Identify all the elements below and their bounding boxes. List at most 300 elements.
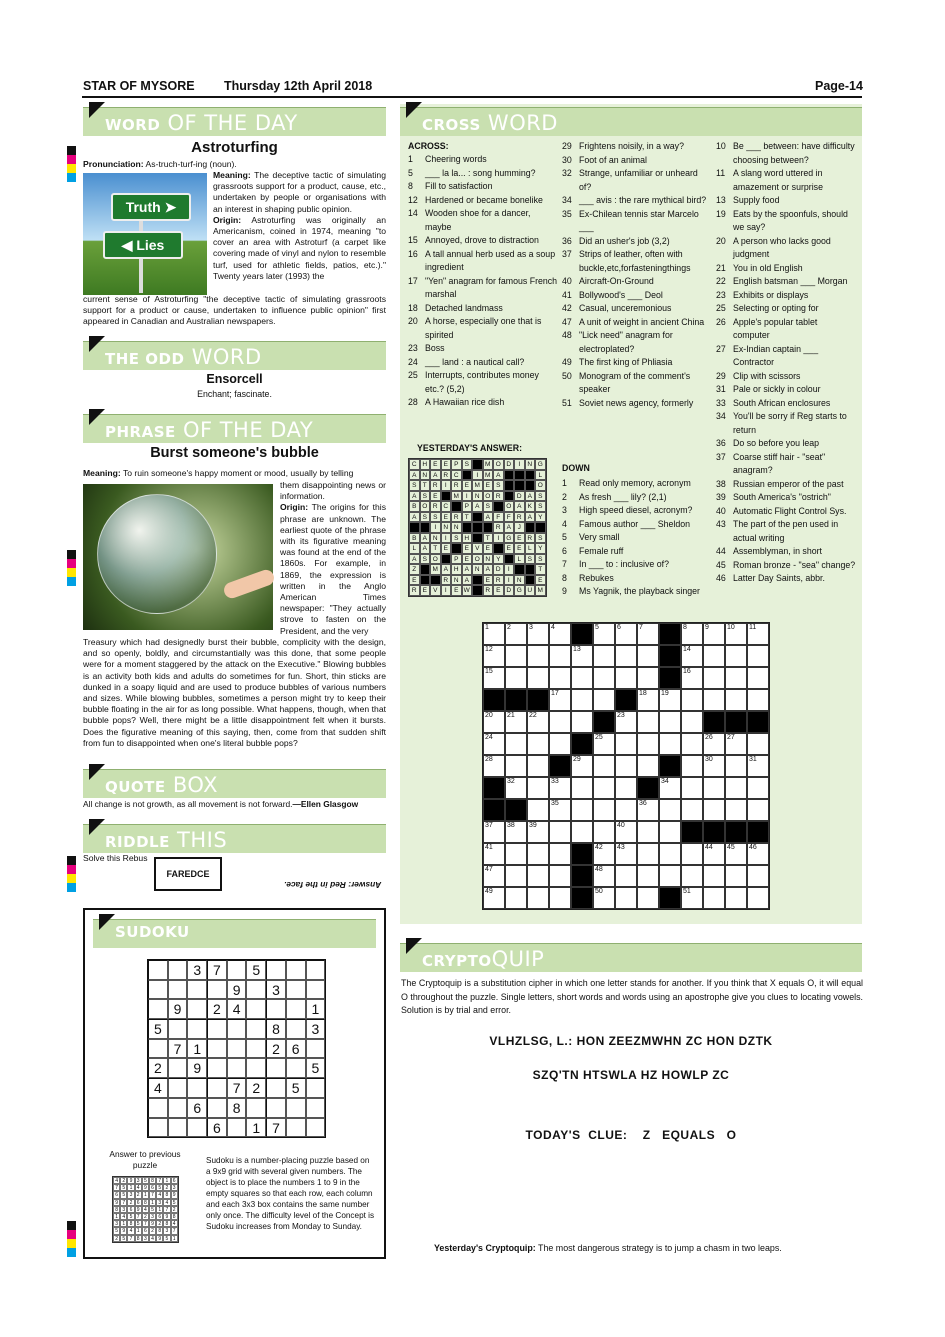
clue-number: 51 — [683, 888, 691, 895]
answer-cell: E — [483, 575, 494, 586]
sudoku-cell[interactable] — [227, 1058, 247, 1078]
sudoku-cell[interactable] — [227, 960, 247, 980]
crossword-cell[interactable] — [747, 623, 769, 645]
crossword-cell[interactable] — [637, 689, 659, 711]
answer-cell: R — [409, 585, 420, 596]
sudoku-prev-cell: 8 — [163, 1220, 170, 1227]
sudoku-cell[interactable] — [306, 960, 326, 980]
crossword-cell[interactable] — [527, 777, 549, 799]
crossword-cell[interactable] — [615, 821, 637, 843]
crossword-cell[interactable] — [549, 865, 571, 887]
crossword-cell[interactable] — [725, 887, 747, 909]
crossword-cell[interactable] — [483, 843, 505, 865]
answer-cell: I — [441, 533, 452, 544]
answer-cell: O — [430, 554, 441, 565]
crossword-cell[interactable] — [747, 887, 769, 909]
clue-text: Aircraft-On-Ground — [579, 276, 654, 286]
sudoku-cell[interactable] — [286, 999, 306, 1019]
sudoku-cell[interactable] — [168, 1118, 188, 1138]
crossword-black-cell — [637, 777, 659, 799]
crossword-cell[interactable] — [637, 821, 659, 843]
sudoku-cell[interactable] — [286, 1118, 306, 1138]
clue-number: 11 — [716, 168, 726, 178]
answer-cell: P — [462, 501, 473, 512]
crossword-cell[interactable] — [571, 821, 593, 843]
clue-text: Ms Yagnik, the playback singer — [579, 586, 700, 596]
crossword-cell[interactable] — [571, 799, 593, 821]
sudoku-cell: 9 — [168, 999, 188, 1019]
crossword-cell[interactable] — [703, 843, 725, 865]
sudoku-prev-cell: 2 — [120, 1177, 127, 1184]
answer-cell: S — [451, 533, 462, 544]
crossword-cell[interactable] — [747, 733, 769, 755]
crossword-cell[interactable] — [681, 645, 703, 667]
sudoku-cell: 5 — [306, 1058, 326, 1078]
crossword-cell[interactable] — [637, 843, 659, 865]
crossword-cell[interactable] — [615, 623, 637, 645]
crossword-cell[interactable] — [615, 667, 637, 689]
sudoku-cell[interactable] — [168, 1019, 188, 1039]
answer-cell — [462, 470, 473, 481]
crossword-cell[interactable] — [505, 733, 527, 755]
answer-cell: P — [451, 554, 462, 565]
crossword-cell[interactable] — [549, 887, 571, 909]
crossword-cell[interactable] — [593, 843, 615, 865]
sudoku-prev-cell: 7 — [163, 1206, 170, 1213]
sudoku-cell[interactable] — [286, 1098, 306, 1118]
crossword-grid[interactable] — [482, 622, 770, 910]
crossword-cell[interactable] — [747, 689, 769, 711]
crossword-cell[interactable] — [659, 777, 681, 799]
crossword-cell[interactable] — [571, 711, 593, 733]
crossword-cell[interactable] — [571, 755, 593, 777]
crossword-cell[interactable] — [615, 733, 637, 755]
crossword-cell[interactable] — [681, 733, 703, 755]
crossword-cell[interactable] — [571, 645, 593, 667]
crossword-cell[interactable] — [659, 821, 681, 843]
sudoku-prev-cell: 3 — [120, 1206, 127, 1213]
crossword-cell[interactable] — [703, 667, 725, 689]
clue-number: 48 — [595, 866, 603, 873]
crossword-cell[interactable] — [681, 689, 703, 711]
riddle-answer: Answer: Red in the face. — [284, 880, 382, 890]
crossword-cell[interactable] — [505, 777, 527, 799]
crossword-cell[interactable] — [527, 755, 549, 777]
word-origin-cont: current sense of Astroturfing "the deceptive tactic of simulating grassroots support for a product or cause, undertaken to influence public opinion" first appeared in Canadian and Australian newspapers. — [83, 294, 386, 327]
sudoku-prev-cell: 4 — [142, 1206, 149, 1213]
crossword-cell[interactable] — [483, 865, 505, 887]
crossword-cell[interactable] — [505, 755, 527, 777]
sudoku-cell[interactable] — [168, 1078, 188, 1098]
crossword-cell[interactable] — [615, 711, 637, 733]
answer-cell: I — [472, 470, 483, 481]
crossword-cell[interactable] — [549, 843, 571, 865]
answer-cell: S — [409, 480, 420, 491]
crossword-cell[interactable] — [483, 667, 505, 689]
clue-number: 23 — [408, 343, 418, 353]
crossword-cell[interactable] — [725, 843, 747, 865]
sudoku-prev-cell: 2 — [149, 1227, 156, 1234]
sudoku-cell[interactable] — [187, 1019, 207, 1039]
crossword-cell[interactable] — [505, 865, 527, 887]
clue-number: 1 — [408, 154, 413, 164]
crossword-cell[interactable] — [593, 645, 615, 667]
crossword-black-cell — [483, 777, 505, 799]
clue-number: 29 — [716, 370, 726, 381]
crossword-cell[interactable] — [593, 821, 615, 843]
clue-number: 34 — [716, 411, 726, 421]
crossword-cell[interactable] — [725, 777, 747, 799]
crossword-cell[interactable] — [505, 623, 527, 645]
clue-text: Detached landmass — [425, 302, 503, 313]
sudoku-cell: 2 — [148, 1058, 168, 1078]
crossword-cell[interactable] — [549, 689, 571, 711]
crossword-cell[interactable] — [527, 623, 549, 645]
sudoku-prev-cell: 9 — [149, 1220, 156, 1227]
sudoku-cell: 8 — [227, 1098, 247, 1118]
crossword-cell[interactable] — [505, 887, 527, 909]
clue-number: 31 — [749, 756, 757, 763]
crossword-black-cell — [725, 711, 747, 733]
crossword-cell[interactable] — [681, 865, 703, 887]
crossword-cell[interactable] — [659, 865, 681, 887]
crossword-cell[interactable] — [593, 667, 615, 689]
clue-text: Apple's popular tablet computer — [733, 316, 818, 340]
crossword-cell[interactable] — [681, 843, 703, 865]
sudoku-cell[interactable] — [168, 980, 188, 1000]
crossword-cell[interactable] — [593, 733, 615, 755]
clue-text: Soviet news agency, formerly — [579, 397, 694, 408]
answer-cell: A — [483, 564, 494, 575]
sudoku-cell[interactable] — [266, 999, 286, 1019]
sudoku-cell[interactable] — [286, 1019, 306, 1039]
sudoku-cell[interactable] — [286, 1058, 306, 1078]
sudoku-cell[interactable] — [266, 1058, 286, 1078]
sudoku-cell[interactable] — [246, 980, 266, 1000]
answer-cell: E — [483, 480, 494, 491]
crossword-cell[interactable] — [703, 689, 725, 711]
sudoku-cell[interactable] — [207, 1058, 227, 1078]
crossword-cell[interactable] — [527, 667, 549, 689]
sudoku-cell[interactable] — [306, 1039, 326, 1059]
sudoku-cell[interactable] — [306, 1118, 326, 1138]
crossword-cell[interactable] — [725, 667, 747, 689]
crossword-cell[interactable] — [703, 645, 725, 667]
sudoku-cell[interactable] — [266, 960, 286, 980]
crossword-cell[interactable] — [483, 821, 505, 843]
crossword-cell[interactable] — [681, 799, 703, 821]
crossword-cell[interactable] — [703, 623, 725, 645]
sudoku-cell[interactable] — [168, 1058, 188, 1078]
crossword-cell[interactable] — [593, 623, 615, 645]
crossword-cell[interactable] — [747, 645, 769, 667]
clue-item — [562, 235, 710, 249]
clue-number: 20 — [408, 316, 418, 326]
crossword-cell[interactable] — [637, 799, 659, 821]
crossword-cell[interactable] — [549, 623, 571, 645]
sudoku-cell[interactable] — [207, 1078, 227, 1098]
crossword-cell[interactable] — [527, 821, 549, 843]
crossword-cell[interactable] — [483, 733, 505, 755]
crossword-cell[interactable] — [747, 777, 769, 799]
crossword-cell[interactable] — [703, 799, 725, 821]
sudoku-prev-cell: 9 — [163, 1213, 170, 1220]
clue-number: 25 — [716, 303, 726, 313]
clue-text: Latter Day Saints, abbr. — [733, 573, 825, 583]
crossword-cell[interactable] — [505, 711, 527, 733]
answer-cell — [420, 522, 431, 533]
answer-cell: I — [493, 533, 504, 544]
clue-item — [562, 248, 710, 275]
crossword-cell[interactable] — [549, 711, 571, 733]
crossword-cell[interactable] — [615, 799, 637, 821]
clue-number: 4 — [562, 518, 567, 529]
crossword-cell[interactable] — [637, 733, 659, 755]
crossword-cell[interactable] — [703, 887, 725, 909]
sudoku-cell[interactable] — [187, 999, 207, 1019]
sudoku-cell[interactable] — [207, 1019, 227, 1039]
crossword-cell[interactable] — [527, 799, 549, 821]
sudoku-cell[interactable] — [148, 999, 168, 1019]
sudoku-cell[interactable] — [187, 1118, 207, 1138]
sudoku-cell[interactable] — [148, 980, 168, 1000]
sudoku-cell[interactable] — [207, 1039, 227, 1059]
sudoku-cell[interactable] — [227, 1039, 247, 1059]
sudoku-cell[interactable] — [168, 1098, 188, 1118]
sudoku-cell[interactable] — [168, 960, 188, 980]
clue-number: 1 — [562, 478, 567, 488]
crossword-cell[interactable] — [593, 865, 615, 887]
sudoku-prev-cell: 8 — [135, 1235, 142, 1242]
crossword-cell[interactable] — [615, 865, 637, 887]
crossword-cell[interactable] — [615, 645, 637, 667]
crossword-cell[interactable] — [483, 645, 505, 667]
clue-item — [562, 275, 710, 289]
crossword-cell[interactable] — [505, 667, 527, 689]
crossword-cell[interactable] — [681, 623, 703, 645]
sudoku-grid[interactable] — [147, 959, 326, 1138]
crossword-cell[interactable] — [747, 755, 769, 777]
crossword-cell[interactable] — [549, 645, 571, 667]
answer-cell: A — [514, 501, 525, 512]
crossword-black-cell — [703, 711, 725, 733]
answer-cell: A — [483, 512, 494, 523]
clue-text: Foot of an animal — [579, 154, 647, 165]
crossword-cell[interactable] — [637, 887, 659, 909]
crossword-cell[interactable] — [681, 755, 703, 777]
registration-marks — [67, 550, 76, 586]
answer-cell — [514, 480, 525, 491]
crossword-cell[interactable] — [527, 843, 549, 865]
sudoku-cell[interactable] — [246, 1039, 266, 1059]
crossword-cell[interactable] — [659, 799, 681, 821]
sudoku-cell[interactable] — [207, 980, 227, 1000]
crossword-cell[interactable] — [483, 755, 505, 777]
crossword-cell[interactable] — [571, 689, 593, 711]
crossword-cell[interactable] — [615, 755, 637, 777]
crossword-cell[interactable] — [659, 711, 681, 733]
crossword-cell[interactable] — [637, 865, 659, 887]
crossword-cell[interactable] — [527, 865, 549, 887]
answer-cell: N — [430, 533, 441, 544]
crossword-cell[interactable] — [483, 887, 505, 909]
crossword-cell[interactable] — [747, 667, 769, 689]
crossword-cell[interactable] — [725, 733, 747, 755]
clue-number: 6 — [617, 624, 621, 631]
clue-number: 16 — [683, 668, 691, 675]
crossword-cell[interactable] — [505, 821, 527, 843]
sudoku-cell[interactable] — [306, 1098, 326, 1118]
sudoku-cell[interactable] — [148, 960, 168, 980]
crossword-cell[interactable] — [703, 733, 725, 755]
clue-text: Do so before you leap — [733, 438, 820, 448]
crossword-cell[interactable] — [703, 777, 725, 799]
truth-sign: Truth ➤ — [111, 193, 191, 221]
crossword-cell[interactable] — [549, 821, 571, 843]
crossword-cell[interactable] — [505, 843, 527, 865]
crossword-cell[interactable] — [527, 887, 549, 909]
sudoku-prev-cell: 1 — [142, 1191, 149, 1198]
clue-number: 24 — [408, 356, 418, 367]
crossword-cell[interactable] — [527, 733, 549, 755]
crossword-cell[interactable] — [593, 799, 615, 821]
crossword-cell[interactable] — [681, 667, 703, 689]
crossword-cell[interactable] — [571, 667, 593, 689]
sudoku-cell: 8 — [266, 1019, 286, 1039]
sudoku-cell[interactable] — [227, 1019, 247, 1039]
crossword-cell[interactable] — [725, 755, 747, 777]
crossword-cell[interactable] — [747, 843, 769, 865]
answer-cell — [525, 470, 536, 481]
clue-number: 36 — [639, 800, 647, 807]
sudoku-cell[interactable] — [286, 960, 306, 980]
crossword-cell[interactable] — [483, 623, 505, 645]
answer-cell: O — [504, 501, 515, 512]
sudoku-cell[interactable] — [246, 999, 266, 1019]
crossword-cell[interactable] — [659, 843, 681, 865]
crossword-cell[interactable] — [725, 799, 747, 821]
crossword-cell[interactable] — [681, 711, 703, 733]
answer-cell: E — [493, 585, 504, 596]
sudoku-cell[interactable] — [246, 1058, 266, 1078]
sudoku-prev-cell: 4 — [163, 1199, 170, 1206]
crossword-cell[interactable] — [593, 777, 615, 799]
crossword-black-cell — [659, 667, 681, 689]
sudoku-cell: 7 — [207, 960, 227, 980]
answer-cell: E — [441, 543, 452, 554]
answer-cell: N — [451, 522, 462, 533]
crossword-black-cell — [505, 689, 527, 711]
answer-cell: W — [462, 585, 473, 596]
sudoku-cell[interactable] — [266, 1098, 286, 1118]
sudoku-cell[interactable] — [266, 1078, 286, 1098]
crossword-cell[interactable] — [593, 887, 615, 909]
clue-number: 49 — [562, 357, 572, 367]
sudoku-prev-cell: 1 — [135, 1227, 142, 1234]
sudoku-cell[interactable] — [207, 1098, 227, 1118]
crossword-cell[interactable] — [637, 623, 659, 645]
sudoku-cell[interactable] — [306, 980, 326, 1000]
crossword-cell[interactable] — [747, 865, 769, 887]
crossword-cell[interactable] — [549, 777, 571, 799]
answer-cell: S — [462, 459, 473, 470]
crossword-black-cell — [703, 821, 725, 843]
answer-cell — [409, 522, 420, 533]
clue-number: 2 — [507, 624, 511, 631]
sudoku-prev-cell: 5 — [120, 1191, 127, 1198]
crossword-cell[interactable] — [527, 711, 549, 733]
sudoku-cell[interactable] — [148, 1039, 168, 1059]
crossword-cell[interactable] — [659, 733, 681, 755]
answer-cell: L — [525, 543, 536, 554]
crossword-cell[interactable] — [637, 645, 659, 667]
clue-number: 7 — [639, 624, 643, 631]
sudoku-cell[interactable] — [306, 1078, 326, 1098]
crossword-cell[interactable] — [725, 645, 747, 667]
clue-text: Supply food — [733, 195, 780, 205]
sudoku-cell[interactable] — [148, 1098, 168, 1118]
clue-number: 10 — [727, 624, 735, 631]
crossword-cell[interactable] — [681, 887, 703, 909]
sudoku-cell[interactable] — [187, 1078, 207, 1098]
clue-item — [562, 208, 710, 235]
crossword-cell[interactable] — [637, 755, 659, 777]
sudoku-cell[interactable] — [246, 1098, 266, 1118]
sudoku-cell[interactable] — [227, 1118, 247, 1138]
crossword-cell[interactable] — [725, 865, 747, 887]
crossword-cell[interactable] — [483, 711, 505, 733]
registration-marks — [67, 146, 76, 182]
sudoku-cell[interactable] — [246, 1019, 266, 1039]
sudoku-prev-cell: 8 — [142, 1199, 149, 1206]
sudoku-cell[interactable] — [148, 1118, 168, 1138]
crossword-cell[interactable] — [659, 689, 681, 711]
crossword-cell[interactable] — [637, 711, 659, 733]
sudoku-cell[interactable] — [286, 980, 306, 1000]
answer-cell — [420, 575, 431, 586]
crossword-cell[interactable] — [703, 865, 725, 887]
answer-cell — [472, 533, 483, 544]
clue-number: 25 — [408, 370, 418, 380]
answer-cell: T — [535, 564, 546, 575]
crossword-cell[interactable] — [527, 645, 549, 667]
crossword-cell[interactable] — [593, 689, 615, 711]
crossword-cell[interactable] — [549, 667, 571, 689]
clue-number: 4 — [551, 624, 555, 631]
crossword-cell[interactable] — [725, 689, 747, 711]
crossword-cell[interactable] — [593, 755, 615, 777]
sudoku-prev-cell: 4 — [156, 1191, 163, 1198]
crossword-cell[interactable] — [615, 843, 637, 865]
sudoku-cell[interactable] — [187, 980, 207, 1000]
phrase-meaning: Meaning: To ruin someone's happy moment or mood, usually by telling — [83, 468, 354, 478]
answer-cell: R — [483, 585, 494, 596]
answer-cell: Y — [493, 554, 504, 565]
crossword-cell[interactable] — [549, 799, 571, 821]
crossword-cell[interactable] — [549, 733, 571, 755]
crossword-cell[interactable] — [615, 887, 637, 909]
crossword-cell[interactable] — [747, 799, 769, 821]
crossword-cell[interactable] — [703, 755, 725, 777]
crossword-cell[interactable] — [681, 777, 703, 799]
crossword-cell[interactable] — [505, 645, 527, 667]
sudoku-prev-cell: 6 — [113, 1191, 120, 1198]
crossword-cell[interactable] — [725, 623, 747, 645]
registration-marks — [67, 1221, 76, 1257]
crossword-cell[interactable] — [571, 777, 593, 799]
crossword-cell[interactable] — [637, 667, 659, 689]
crossword-cell[interactable] — [615, 777, 637, 799]
